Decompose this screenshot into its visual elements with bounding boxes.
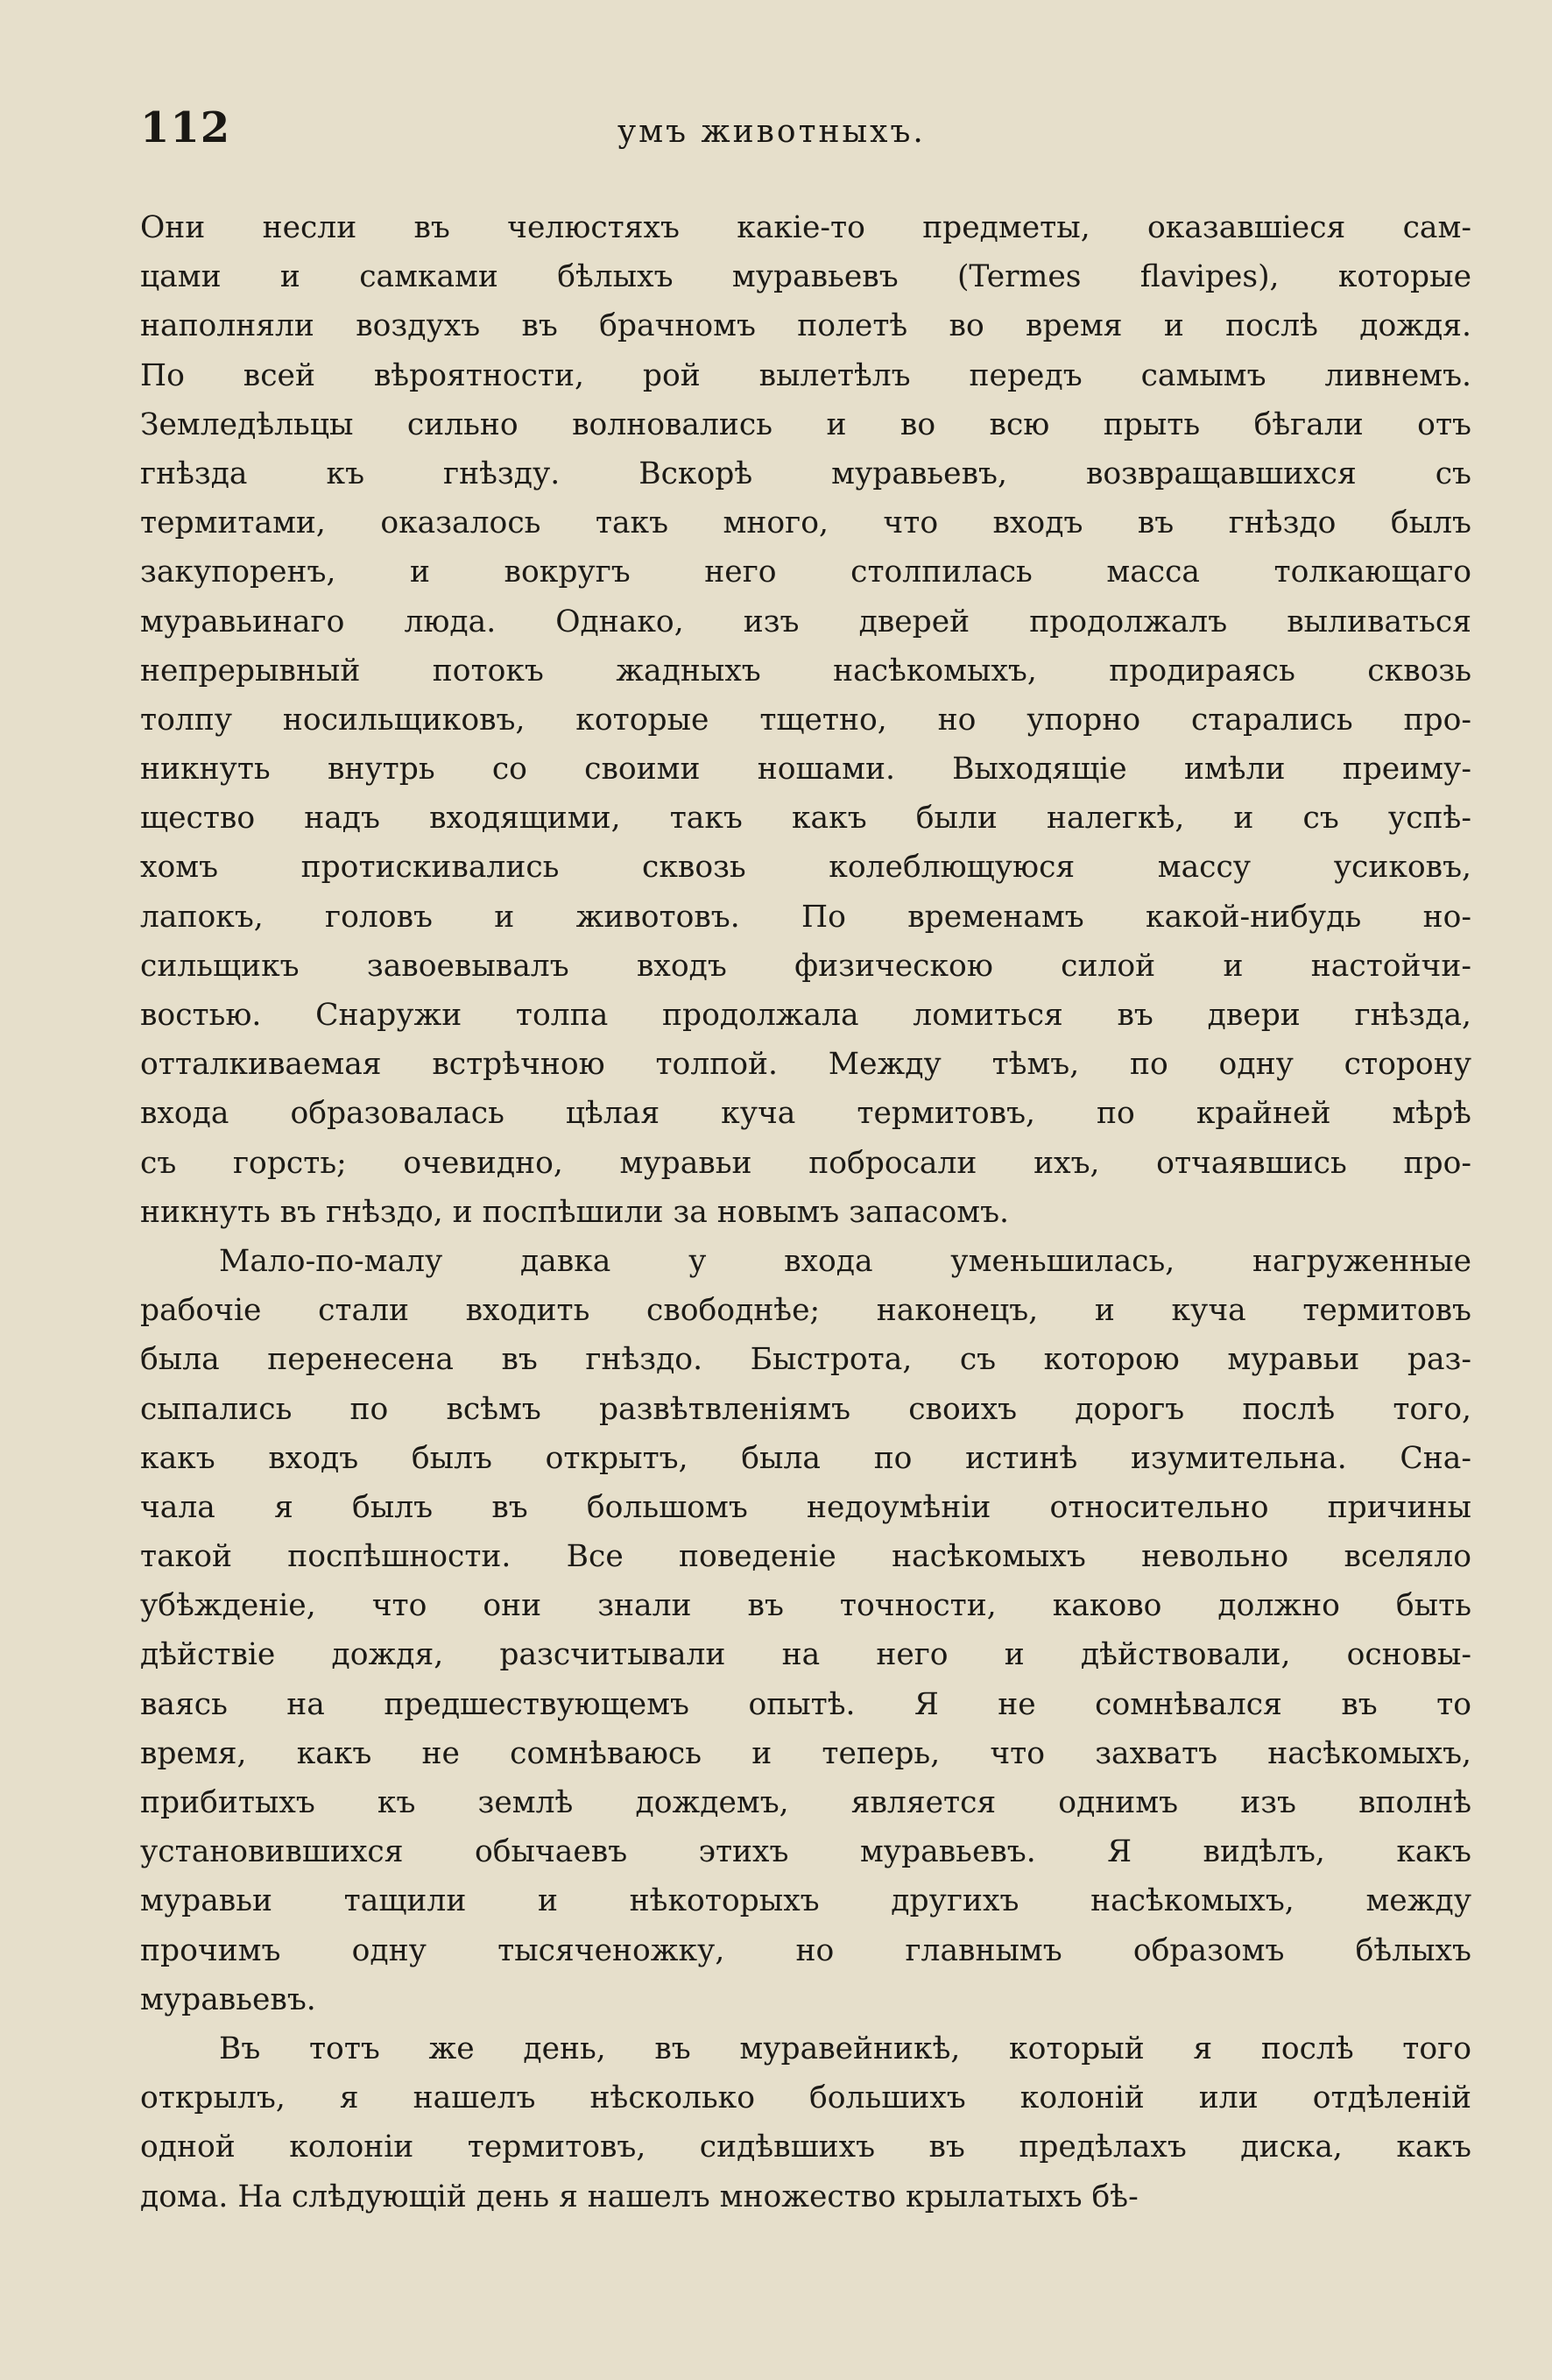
text-line: муравьи тащили и нѣкоторыхъ другихъ насѣкомыхъ, между (140, 1883, 1471, 1919)
text-line: непрерывный потокъ жадныхъ насѣкомыхъ, продираясь сквозь (140, 653, 1471, 689)
text-line: закупоренъ, и вокругъ него столпилась масса толкающаго (140, 554, 1471, 590)
text-line: была перенесена въ гнѣздо. Быстрота, съ которою муравьи раз- (140, 1342, 1471, 1378)
text-line: толпу носильщиковъ, которые тщетно, но упорно старались про- (140, 702, 1471, 738)
text-line: убѣжденіе, что они знали въ точности, каково должно быть (140, 1588, 1471, 1624)
text-line: лапокъ, головъ и животовъ. По временамъ какой-нибудь но- (140, 899, 1471, 935)
text-line: муравьевъ. (140, 1981, 316, 2017)
text-line: термитами, оказалось такъ много, что входъ въ гнѣздо былъ (140, 505, 1471, 541)
text-line: съ горсть; очевидно, муравьи побросали ихъ, отчаявшись про- (140, 1145, 1471, 1181)
page-header (140, 103, 1471, 165)
text-line: установившихся обычаевъ этихъ муравьевъ. Я видѣлъ, какъ (140, 1834, 1471, 1870)
text-line: время, какъ не сомнѣваюсь и теперь, что захватъ насѣкомыхъ, (140, 1735, 1471, 1771)
text-line: отталкиваемая встрѣчною толпой. Между тѣмъ, по одну сторону (140, 1047, 1471, 1083)
text-line: прочимъ одну тысяченожку, но главнымъ образомъ бѣлыхъ (140, 1932, 1471, 1968)
text-line: рабочіе стали входить свободнѣе; наконецъ, и куча термитовъ (140, 1293, 1471, 1329)
text-line: сильщикъ завоевывалъ входъ физическою силой и настойчи- (140, 948, 1471, 984)
paragraph (140, 2024, 1471, 2221)
text-line: Они несли въ челюстяхъ какіе-то предметы, оказавшіеся сам- (140, 210, 1471, 245)
running-head: умъ животныхъ. (617, 114, 926, 150)
text-line: наполняли воздухъ въ брачномъ полетѣ во время и послѣ дождя. (140, 308, 1471, 344)
text-line: прибитыхъ къ землѣ дождемъ, является однимъ изъ вполнѣ (140, 1785, 1471, 1820)
text-line: Земледѣльцы сильно волновались и во всю прыть бѣгали отъ (140, 406, 1471, 442)
text-line: муравьинаго люда. Однако, изъ дверей продолжалъ выливаться (140, 604, 1471, 639)
text-line: сыпались по всѣмъ развѣтвленіямъ своихъ дорогъ послѣ того, (140, 1391, 1471, 1427)
paragraph (140, 1237, 1471, 2024)
text-line: гнѣзда къ гнѣзду. Вскорѣ муравьевъ, возвращавшихся съ (140, 456, 1471, 491)
text-line: никнуть въ гнѣздо, и поспѣшили за новымъ запасомъ. (140, 1194, 1009, 1230)
text-line: дома. На слѣдующій день я нашелъ множество крылатыхъ бѣ- (140, 2179, 1139, 2214)
paragraph (140, 203, 1471, 1237)
text-line: Въ тотъ же день, въ муравейникѣ, который я послѣ того (219, 2030, 1471, 2066)
text-line: какъ входъ былъ открытъ, была по истинѣ изумительна. Сна- (140, 1440, 1471, 1476)
text-line: дѣйствіе дождя, разсчитывали на него и дѣйствовали, основы- (140, 1637, 1471, 1673)
body-text (140, 203, 1471, 2221)
text-line: востью. Снаружи толпа продолжала ломиться въ двери гнѣзда, (140, 998, 1471, 1033)
text-line: открылъ, я нашелъ нѣсколько большихъ колоній или отдѣленій (140, 2080, 1471, 2116)
text-line: такой поспѣшности. Все поведеніе насѣкомыхъ невольно вселяло (140, 1539, 1471, 1575)
text-line: хомъ протискивались сквозь колеблющуюся массу усиковъ, (140, 850, 1471, 886)
text-line: Мало-по-малу давка у входа уменьшилась, нагруженные (219, 1243, 1471, 1279)
text-line: щество надъ входящими, такъ какъ были налегкѣ, и съ успѣ- (140, 801, 1471, 837)
text-line: ваясь на предшествующемъ опытѣ. Я не сомнѣвался въ то (140, 1686, 1471, 1722)
text-line: чала я былъ въ большомъ недоумѣніи относительно причины (140, 1489, 1471, 1525)
text-line: входа образовалась цѣлая куча термитовъ, по крайней мѣрѣ (140, 1096, 1471, 1132)
page-number: 112 (140, 103, 231, 152)
text-line: По всей вѣроятности, рой вылетѣлъ передъ самымъ ливнемъ. (140, 357, 1471, 393)
text-line: одной колоніи термитовъ, сидѣвшихъ въ предѣлахъ диска, какъ (140, 2129, 1471, 2165)
text-line: цами и самками бѣлыхъ муравьевъ (Termes flavipes), которые (140, 259, 1471, 295)
text-line: никнуть внутрь со своими ношами. Выходящіе имѣли преиму- (140, 752, 1471, 787)
